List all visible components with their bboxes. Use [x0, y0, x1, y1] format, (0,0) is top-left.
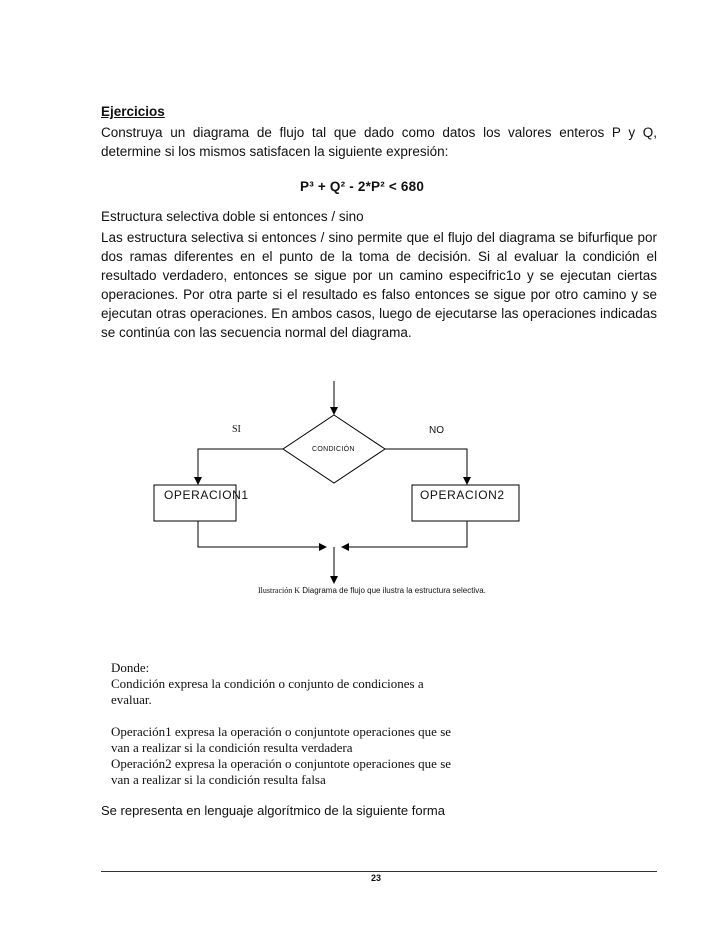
donde-line: van a realizar si la condición resulta verdadera [111, 740, 353, 755]
merge-right-line [342, 521, 467, 547]
no-label: NO [429, 425, 444, 436]
page-number: 23 [371, 873, 382, 883]
figure-caption [258, 586, 486, 595]
representation-text: Se representa en lenguaje algorítmico de la siguiente forma [101, 803, 445, 818]
donde-line: van a realizar si la condición resulta falsa [111, 772, 326, 787]
formula: P³ + Q² - 2*P² < 680 [300, 179, 425, 194]
yes-branch-line [198, 449, 283, 484]
yes-label: SI [232, 424, 241, 435]
donde-line: Operación1 expresa la operación o conjuntote operaciones que se [111, 724, 452, 739]
caption-prefix: Ilustración K [258, 586, 300, 595]
operations-block [111, 724, 451, 788]
condition-label: CONDICIÓN [312, 446, 355, 453]
explanation-paragraph: Las estructura selectiva si entonces / sino permite que el flujo del diagrama se bifurfique por dos ramas diferentes en el punto de la toma de decisión. Si al evaluar la condición el resultado verdadero, entonces se sigue por un camino especifric1o y se ejecutan ciertas operaciones. Por otra parte si el resultado es falso entonces se sigue por otro camino y se ejecutan otras operaciones. En ambos casos, luego de ejecutarse las operaciones indicadas se continúa con las secuencia normal del diagrama. [101, 230, 657, 340]
operation2-label: OPERACION2 [420, 488, 505, 502]
exercise-paragraph: Construya un diagrama de flujo tal que dado como datos los valores enteros P y Q, determine si los mismos satisfacen la siguiente expresión: [101, 125, 657, 159]
no-branch-line [385, 449, 467, 484]
operation1-label: OPERACION1 [164, 488, 249, 502]
donde-line: Condición expresa la condición o conjunto de condiciones a [111, 676, 424, 691]
subheading: Estructura selectiva doble si entonces / sino [101, 209, 364, 224]
donde-title: Donde: [111, 660, 150, 675]
caption-text: Diagrama de flujo que ilustra la estructura selectiva. [302, 586, 486, 595]
merge-left-line [198, 521, 326, 547]
footer-divider [101, 871, 657, 872]
donde-line: Operación2 expresa la operación o conjuntote operaciones que se [111, 756, 452, 771]
donde-block [111, 660, 424, 708]
donde-line: evaluar. [111, 692, 152, 707]
section-heading: Ejercicios [101, 104, 165, 119]
